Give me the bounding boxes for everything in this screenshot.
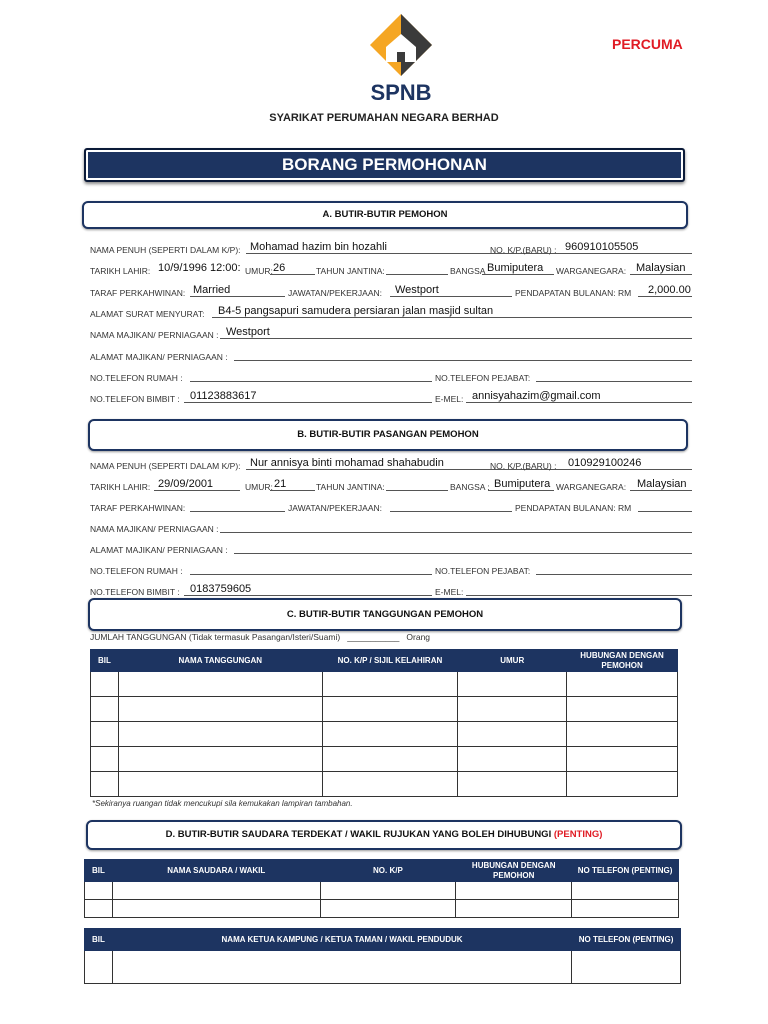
a-row-name [90, 238, 692, 256]
table-row[interactable] [91, 672, 678, 697]
b-marital-label: TARAF PERKAHWINAN: [90, 503, 186, 513]
a-row-employer-address [90, 345, 692, 363]
b-race-value[interactable]: Bumiputera [494, 478, 551, 490]
spnb-logo [366, 12, 436, 108]
logo-text: SPNB [370, 80, 432, 105]
a-row-phones [90, 366, 692, 384]
a-race-value[interactable]: Bumiputera [487, 262, 544, 274]
b-row-mobile [90, 580, 692, 598]
a-full-name-value[interactable]: Mohamad hazim bin hozahli [250, 241, 387, 253]
col-relative-relationship: HUBUNGAN DENGAN PEMOHON [456, 860, 572, 882]
a-row-employer [90, 323, 692, 341]
a-employer-address-label: ALAMAT MAJIKAN/ PERNIAGAAN : [90, 352, 228, 362]
b-office-phone-label: NO.TELEFON PEJABAT: [435, 566, 531, 576]
b-citizenship-label: WARGANEGARA: [556, 482, 627, 492]
a-office-phone-label: NO.TELEFON PEJABAT: [435, 373, 531, 383]
free-label: PERCUMA [612, 36, 683, 52]
a-address-label: ALAMAT SURAT MENYURAT: [90, 309, 205, 319]
a-employer-value[interactable]: Westport [226, 326, 270, 338]
a-age-label: UMUR: [245, 266, 273, 276]
col-community-head-name: NAMA KETUA KAMPUNG / KETUA TAMAN / WAKIL PENDUDUK [112, 929, 571, 951]
b-dob-label: TARIKH LAHIR: [90, 482, 151, 492]
dependents-unit: Orang [406, 632, 431, 642]
a-ic-label: NO. K/P.(BARU) : [490, 245, 557, 255]
dependents-count-label: JUMLAH TANGGUNGAN (Tidak termasuk Pasangan/Isteri/Suami) [90, 632, 341, 642]
col-dependent-age: UMUR [458, 650, 567, 672]
b-row-employer [90, 517, 692, 535]
b-full-name-label: NAMA PENUH (SEPERTI DALAM K/P): [90, 461, 241, 471]
a-email-label: E-MEL: [435, 394, 464, 404]
a-citizenship-value[interactable]: Malaysian [636, 262, 686, 274]
a-citizenship-label: WARGANEGARA: [556, 266, 627, 276]
a-position-label: TAHUN JANTINA: [316, 266, 385, 276]
b-row-employer-address [90, 538, 692, 556]
b-income-label: PENDAPATAN BULANAN: RM [515, 503, 632, 513]
b-employer-address-label: ALAMAT MAJIKAN/ PERNIAGAAN : [90, 545, 228, 555]
table-row[interactable] [85, 882, 679, 900]
relatives-table [84, 859, 679, 918]
a-age-value[interactable]: 26 [273, 262, 286, 274]
col-dependent-name: NAMA TANGGUNGAN [118, 650, 322, 672]
a-home-phone-label: NO.TELEFON RUMAH : [90, 373, 183, 383]
section-d-flag: (PENTING) [553, 829, 603, 840]
b-dob-value[interactable]: 29/09/2001 [158, 478, 214, 490]
col-relative-ic: NO. K/P [320, 860, 456, 882]
a-marital-label: TARAF PERKAHWINAN: [90, 288, 186, 298]
b-full-name-value[interactable]: Nur annisya binti mohamad shahabudin [250, 457, 444, 469]
b-employer-label: NAMA MAJIKAN/ PERNIAGAAN : [90, 524, 219, 534]
table-row[interactable] [91, 722, 678, 747]
a-income-value[interactable]: 2,000.00 [648, 284, 691, 296]
a-row-dob [90, 259, 692, 277]
b-row-dob [90, 475, 692, 493]
b-position-label: TAHUN JANTINA: [316, 482, 385, 492]
a-employer-label: NAMA MAJIKAN/ PERNIAGAAN : [90, 330, 219, 340]
b-row-marital [90, 496, 692, 514]
b-row-phones [90, 559, 692, 577]
a-income-label: PENDAPATAN BULANAN: RM [515, 288, 632, 298]
dependents-note: *Sekiranya ruangan tidak mencukupi sila kemukakan lampiran tambahan. [92, 799, 353, 808]
col-bil: BIL [91, 650, 119, 672]
b-ic-value[interactable]: 010929100246 [568, 457, 642, 469]
section-c-header: C. BUTIR-BUTIR TANGGUNGAN PEMOHON [88, 598, 682, 631]
dependents-count-row [90, 632, 430, 642]
b-email-label: E-MEL: [435, 587, 464, 597]
table-row[interactable] [85, 951, 681, 984]
b-citizenship-value[interactable]: Malaysian [637, 478, 687, 490]
b-mobile-value[interactable]: 0183759605 [190, 583, 252, 595]
a-mobile-value[interactable]: 01123883617 [190, 390, 257, 402]
a-row-mobile [90, 387, 692, 405]
b-occupation-label: JAWATAN/PEKERJAAN: [288, 503, 382, 513]
a-marital-value[interactable]: Married [193, 284, 231, 296]
a-dob-value[interactable]: 10/9/1996 12:00: [158, 262, 241, 274]
col-bil: BIL [85, 929, 113, 951]
a-ic-value[interactable]: 960910105505 [565, 241, 639, 253]
section-d-title: D. BUTIR-BUTIR SAUDARA TERDEKAT / WAKIL RUJUKAN YANG BOLEH DIHUBUNGI [165, 829, 552, 840]
dependents-count-field[interactable]: ___________ [347, 632, 400, 642]
a-row-marital [90, 281, 692, 299]
table-row[interactable] [85, 900, 679, 918]
table-row[interactable] [91, 697, 678, 722]
section-b-header: B. BUTIR-BUTIR PASANGAN PEMOHON [88, 419, 688, 451]
b-mobile-label: NO.TELEFON BIMBIT : [90, 587, 180, 597]
col-dependent-relationship: HUBUNGAN DENGAN PEMOHON [567, 650, 678, 672]
a-full-name-label: NAMA PENUH (SEPERTI DALAM K/P): [90, 245, 241, 255]
section-d-header [86, 820, 682, 850]
col-relative-phone: NO TELEFON (PENTING) [572, 860, 679, 882]
a-dob-label: TARIKH LAHIR: [90, 266, 151, 276]
a-email-value[interactable]: annisyahazim@gmail.com [472, 390, 601, 402]
b-race-label: BANGSA : [450, 482, 490, 492]
b-row-name [90, 454, 692, 472]
form-title: BORANG PERMOHONAN [84, 148, 685, 182]
dependents-table [90, 649, 678, 797]
section-a-header: A. BUTIR-BUTIR PEMOHON [82, 201, 688, 229]
b-age-label: UMUR: [245, 482, 273, 492]
col-bil: BIL [85, 860, 113, 882]
col-community-head-phone: NO TELEFON (PENTING) [572, 929, 681, 951]
col-relative-name: NAMA SAUDARA / WAKIL [112, 860, 320, 882]
community-head-table [84, 928, 681, 984]
table-row[interactable] [91, 747, 678, 772]
a-occupation-value[interactable]: Westport [395, 284, 439, 296]
a-mobile-label: NO.TELEFON BIMBIT : [90, 394, 180, 404]
a-row-address [90, 302, 692, 320]
a-address-value[interactable]: B4-5 pangsapuri samudera persiaran jalan masjid sultan [218, 305, 494, 317]
b-home-phone-label: NO.TELEFON RUMAH : [90, 566, 183, 576]
b-ic-label: NO. K/P.(BARU) : [490, 461, 557, 471]
a-race-label: BANGSA [450, 266, 486, 276]
b-age-value[interactable]: 21 [274, 478, 287, 490]
table-row[interactable] [91, 772, 678, 797]
col-dependent-ic: NO. K/P / SIJIL KELAHIRAN [322, 650, 458, 672]
a-occupation-label: JAWATAN/PEKERJAAN: [288, 288, 382, 298]
organization-name: SYARIKAT PERUMAHAN NEGARA BERHAD [269, 112, 499, 124]
